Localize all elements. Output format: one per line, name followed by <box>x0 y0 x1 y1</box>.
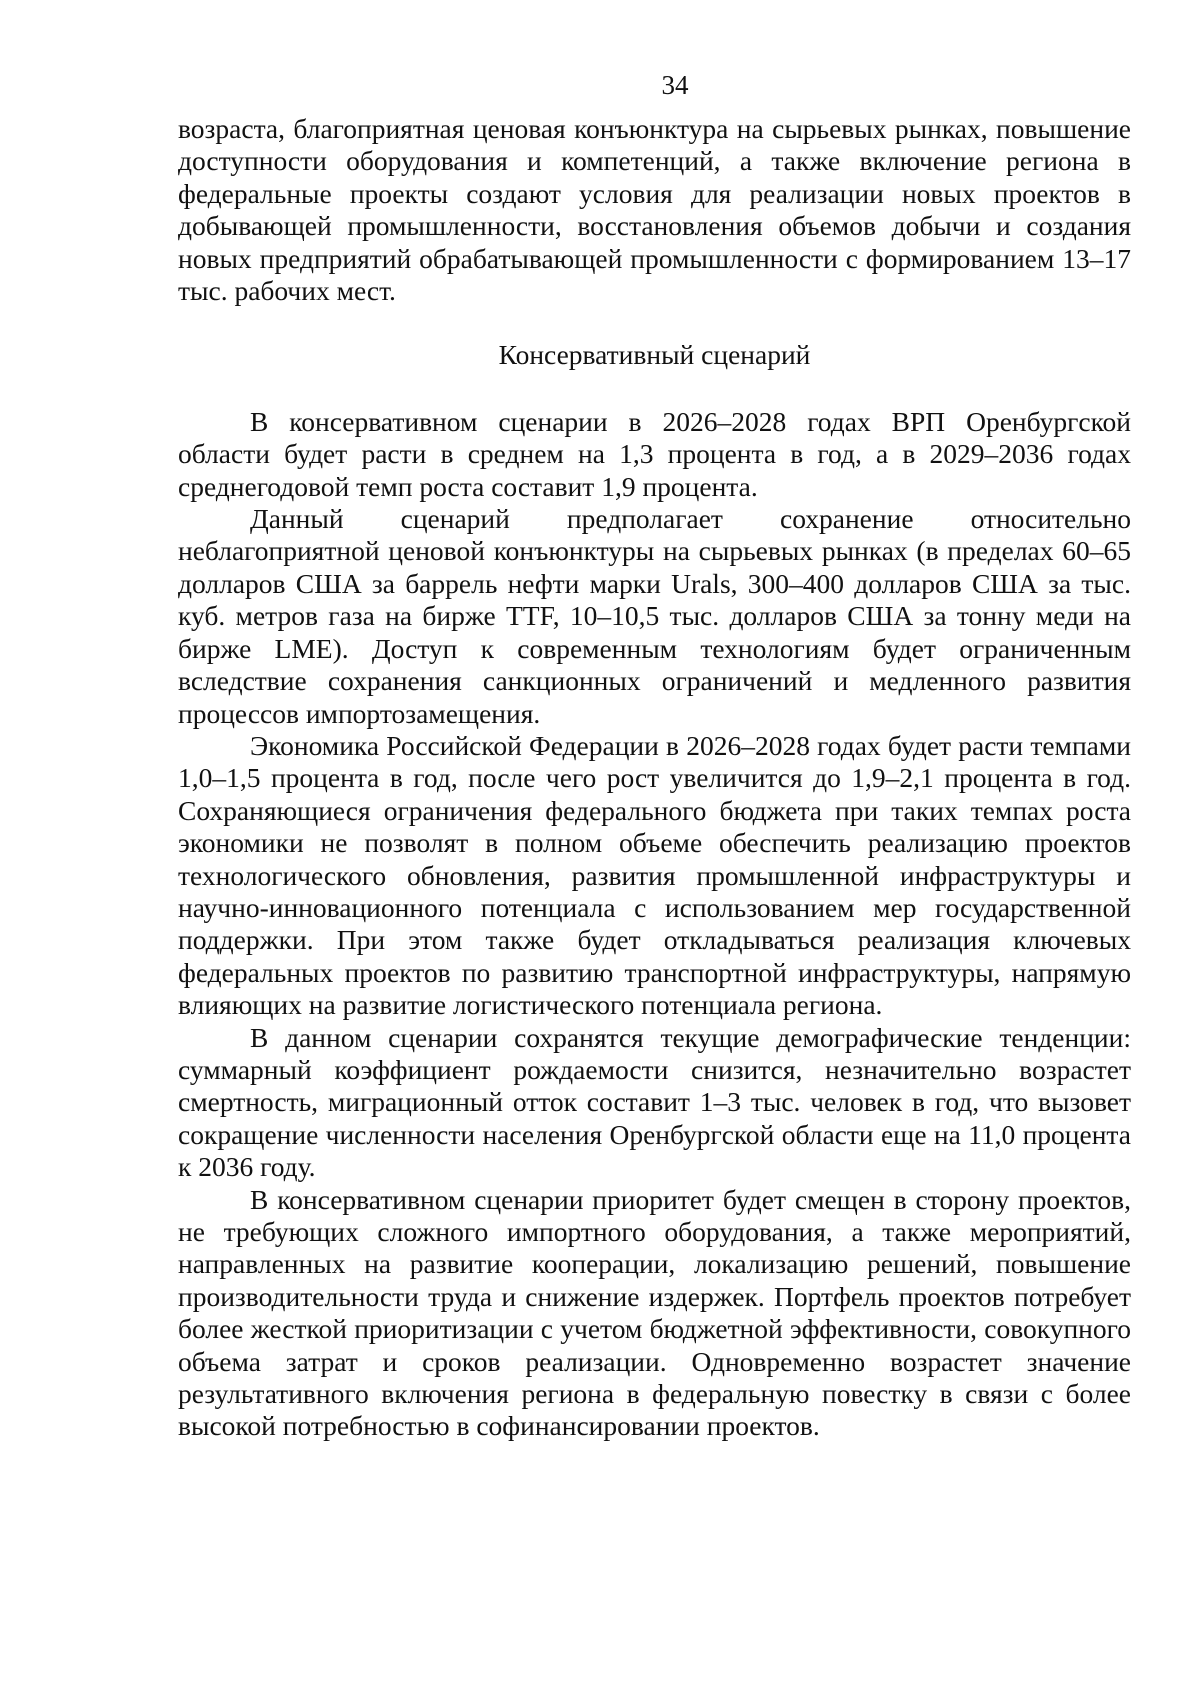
paragraph-russian-economy: Экономика Российской Федерации в 2026–2028 годах будет расти темпами 1,0–1,5 процента в год, после чего рост увеличится до 1,9–2,1 процента в год. Сохраняющиеся ограничения федерального бюджета при таких темпах роста экономики не позволят в полном объеме обеспечить реализацию проектов технологического обновления, развития промышленной инфраструктуры и научно-инновационного потенциала с использованием мер государственной поддержки. При этом также будет откладываться реализация ключевых федеральных проектов по развитию транспортной инфраструктуры, напрямую влияющих на развитие логистического потенциала региона. <box>178 729 1131 1021</box>
paragraph-grp-growth: В консервативном сценарии в 2026–2028 годах ВРП Оренбургской области будет расти в среднем на 1,3 процента в год, а в 2029–2036 годах среднегодовой темп роста составит 1,9 процента. <box>178 405 1131 502</box>
section-heading: Консервативный сценарий <box>498 339 811 371</box>
paragraph-demography: В данном сценарии сохранятся текущие демографические тенденции: суммарный коэффициент рождаемости снизится, незначительно возрастет смертность, миграционный отток составит 1–3 тыс. человек в год, что вызовет сокращение численности населения Оренбургской области еще на 11,0 процента к 2036 году. <box>178 1021 1131 1183</box>
paragraph-project-priorities: В консервативном сценарии приоритет будет смещен в сторону проектов, не требующих сложного импортного оборудования, а также мероприятий, направленных на развитие кооперации, локализацию решений, повышение производительности труда и снижение издержек. Портфель проектов потребует более жесткой приоритизации с учетом бюджетной эффективности, совокупного объема затрат и сроков реализации. Одновременно возрастет значение результативного включения региона в федеральную повестку в связи с более высокой потребностью в софинансировании проектов. <box>178 1183 1131 1442</box>
continued-paragraph: возраста, благоприятная ценовая конъюнктура на сырьевых рынках, повышение доступности оборудования и компетенций, а также включение региона в федеральные проекты создают условия для реализации новых проектов в добывающей промышленности, восстановления объемов добычи и создания новых предприятий обрабатывающей промышленности с формированием 13–17 тыс. рабочих мест. <box>178 113 1131 307</box>
paragraph-commodity-prices: Данный сценарий предполагает сохранение относительно неблагоприятной ценовой конъюнктуры на сырьевых рынках (в пределах 60–65 долларов США за баррель нефти марки Urals, 300–400 долларов США за тыс. куб. метров газа на бирже TTF, 10–10,5 тыс. долларов США за тонну меди на бирже LME). Доступ к современным технологиям будет ограниченным вследствие сохранения санкционных ограничений и медленного развития процессов импортозамещения. <box>178 503 1131 729</box>
page-number: 34 <box>661 70 689 100</box>
page-body <box>178 113 1131 1443</box>
